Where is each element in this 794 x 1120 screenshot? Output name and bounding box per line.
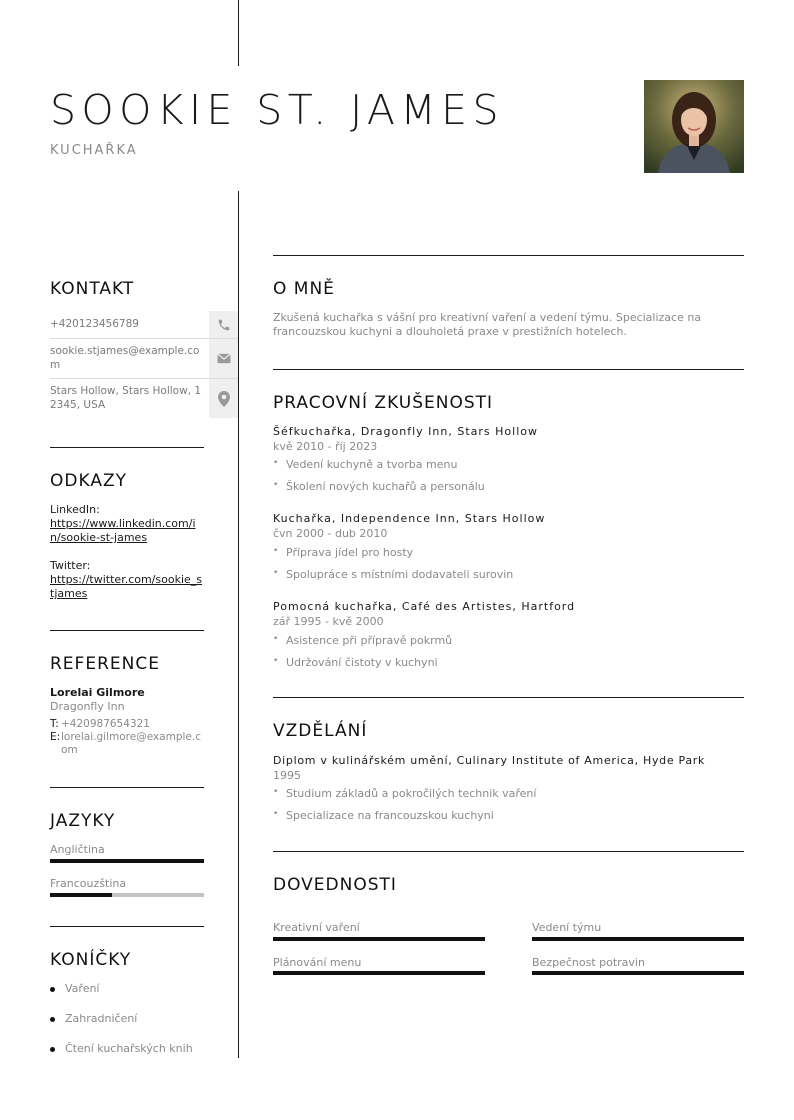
- hobby-text: Čtení kuchařských knih: [65, 1042, 193, 1055]
- top-vertical-divider: [238, 0, 239, 66]
- contact-address: Stars Hollow, Stars Hollow, 12345, USA: [50, 385, 202, 411]
- bullet-marker-icon: •: [273, 634, 279, 644]
- bullet-text: Příprava jídel pro hosty: [286, 546, 414, 559]
- about-divider: [273, 255, 744, 256]
- language-level-bar: [50, 893, 204, 897]
- language-name: Francouzština: [50, 877, 127, 890]
- about-heading: O MNĚ: [273, 279, 335, 299]
- bullet-text: Spolupráce s místními dodavateli surovin: [286, 568, 514, 581]
- linkedin-link[interactable]: https://www.linkedin.com/in/sookie-st-james: [50, 517, 196, 544]
- bullet-dot-icon: [50, 1047, 55, 1052]
- contact-divider: [50, 447, 204, 448]
- envelope-icon: [209, 339, 238, 378]
- skill-name: Plánování menu: [273, 956, 362, 969]
- bullet-text: Asistence při přípravě pokrmů: [286, 634, 453, 647]
- hobby-text: Vaření: [65, 982, 100, 995]
- job-bullet: [273, 480, 485, 493]
- skill-name: Bezpečnost potravin: [532, 956, 645, 969]
- reference-company: Dragonfly Inn: [50, 700, 125, 713]
- reference-phone-label: T:: [50, 718, 59, 730]
- skill-name: Vedení týmu: [532, 921, 602, 934]
- languages-divider: [50, 926, 204, 927]
- languages-heading: JAZYKY: [50, 811, 116, 831]
- reference-email-label: E:: [50, 731, 61, 743]
- bullet-marker-icon: •: [273, 568, 279, 578]
- bullet-text: Studium základů a pokročilých technik vaření: [286, 787, 537, 800]
- candidate-name: SOOKIE ST. JAMES: [50, 86, 504, 134]
- contact-phone[interactable]: +420123456789: [50, 318, 139, 330]
- skill-level-fill: [273, 937, 485, 941]
- skill-level-fill: [273, 971, 485, 975]
- contact-heading: KONTAKT: [50, 279, 135, 299]
- contact-phone-row: [50, 311, 238, 339]
- bullet-marker-icon: •: [273, 787, 279, 797]
- skills-heading: DOVEDNOSTI: [273, 875, 397, 895]
- links-heading: ODKAZY: [50, 471, 127, 491]
- skill-level-bar: [532, 971, 744, 975]
- skill-level-fill: [532, 937, 744, 941]
- about-text: Zkušená kuchařka s vášní pro kreativní vaření a vedení týmu. Specializace na francouzskou kuchyni a dlouholetá praxe v prestižních hotelech.: [273, 311, 702, 338]
- job-date: čvn 2000 - dub 2010: [273, 527, 388, 540]
- job-bullet: [273, 634, 452, 647]
- bullet-marker-icon: •: [273, 809, 279, 819]
- bullet-text: Školení nových kuchařů a personálu: [286, 480, 485, 493]
- experience-heading: PRACOVNÍ ZKUŠENOSTI: [273, 393, 494, 413]
- bullet-text: Vedení kuchyně a tvorba menu: [286, 458, 458, 471]
- profile-photo: [644, 80, 744, 173]
- job-date: kvě 2010 - říj 2023: [273, 440, 378, 453]
- phone-icon: [209, 311, 238, 338]
- contact-email[interactable]: sookie.stjames@example.com: [50, 345, 200, 371]
- reference-name: Lorelai Gilmore: [50, 686, 145, 699]
- contact-address-row: [50, 379, 238, 418]
- language-level-fill: [50, 859, 204, 863]
- skills-divider: [273, 851, 744, 852]
- education-date: 1995: [273, 769, 301, 782]
- twitter-label: Twitter:: [50, 559, 91, 572]
- contact-email-row: [50, 339, 238, 379]
- language-level-fill: [50, 893, 112, 897]
- hobby-text: Zahradničení: [65, 1012, 138, 1025]
- job-bullet: [273, 568, 513, 581]
- reference-divider: [50, 787, 204, 788]
- language-level-bar: [50, 859, 204, 863]
- language-name: Angličtina: [50, 843, 105, 856]
- skill-level-bar: [273, 971, 485, 975]
- main-vertical-divider: [238, 191, 239, 1058]
- bullet-text: Udržování čistoty v kuchyni: [286, 656, 438, 669]
- job-bullet: [273, 656, 438, 669]
- candidate-title: KUCHAŘKA: [50, 143, 138, 158]
- job-title: Pomocná kuchařka, Café des Artistes, Hartford: [273, 600, 576, 613]
- skill-name: Kreativní vaření: [273, 921, 360, 934]
- bullet-marker-icon: •: [273, 480, 279, 490]
- bullet-marker-icon: •: [273, 546, 279, 556]
- experience-divider: [273, 369, 744, 370]
- reference-heading: REFERENCE: [50, 654, 160, 674]
- skill-level-bar: [273, 937, 485, 941]
- twitter-link[interactable]: https://twitter.com/sookie_stjames: [50, 573, 203, 600]
- skill-level-bar: [532, 937, 744, 941]
- job-bullet: [273, 546, 413, 559]
- education-bullet: [273, 787, 536, 800]
- job-bullet: [273, 458, 457, 471]
- job-date: zář 1995 - kvě 2000: [273, 615, 384, 628]
- reference-email-line: [50, 731, 204, 757]
- education-divider: [273, 697, 744, 698]
- skill-level-fill: [532, 971, 744, 975]
- bullet-marker-icon: •: [273, 656, 279, 666]
- bullet-dot-icon: [50, 987, 55, 992]
- job-title: Šéfkuchařka, Dragonfly Inn, Stars Hollow: [273, 425, 538, 438]
- hobbies-heading: KONÍČKY: [50, 950, 132, 970]
- education-bullet: [273, 809, 494, 822]
- links-divider: [50, 630, 204, 631]
- bullet-text: Specializace na francouzskou kuchyni: [286, 809, 494, 822]
- reference-email[interactable]: lorelai.gilmore@example.com: [61, 731, 201, 756]
- linkedin-label: LinkedIn:: [50, 503, 100, 516]
- hobby-item: [50, 1012, 137, 1025]
- education-heading: VZDĚLÁNÍ: [273, 721, 368, 741]
- job-title: Kuchařka, Independence Inn, Stars Hollow: [273, 512, 546, 525]
- education-title: Diplom v kulinářském umění, Culinary Institute of America, Hyde Park: [273, 754, 706, 767]
- hobby-item: [50, 1042, 193, 1055]
- reference-phone[interactable]: +420987654321: [61, 718, 150, 730]
- reference-phone-line: [50, 718, 204, 731]
- location-pin-icon: [209, 379, 238, 418]
- hobby-item: [50, 982, 100, 995]
- bullet-dot-icon: [50, 1017, 55, 1022]
- bullet-marker-icon: •: [273, 458, 279, 468]
